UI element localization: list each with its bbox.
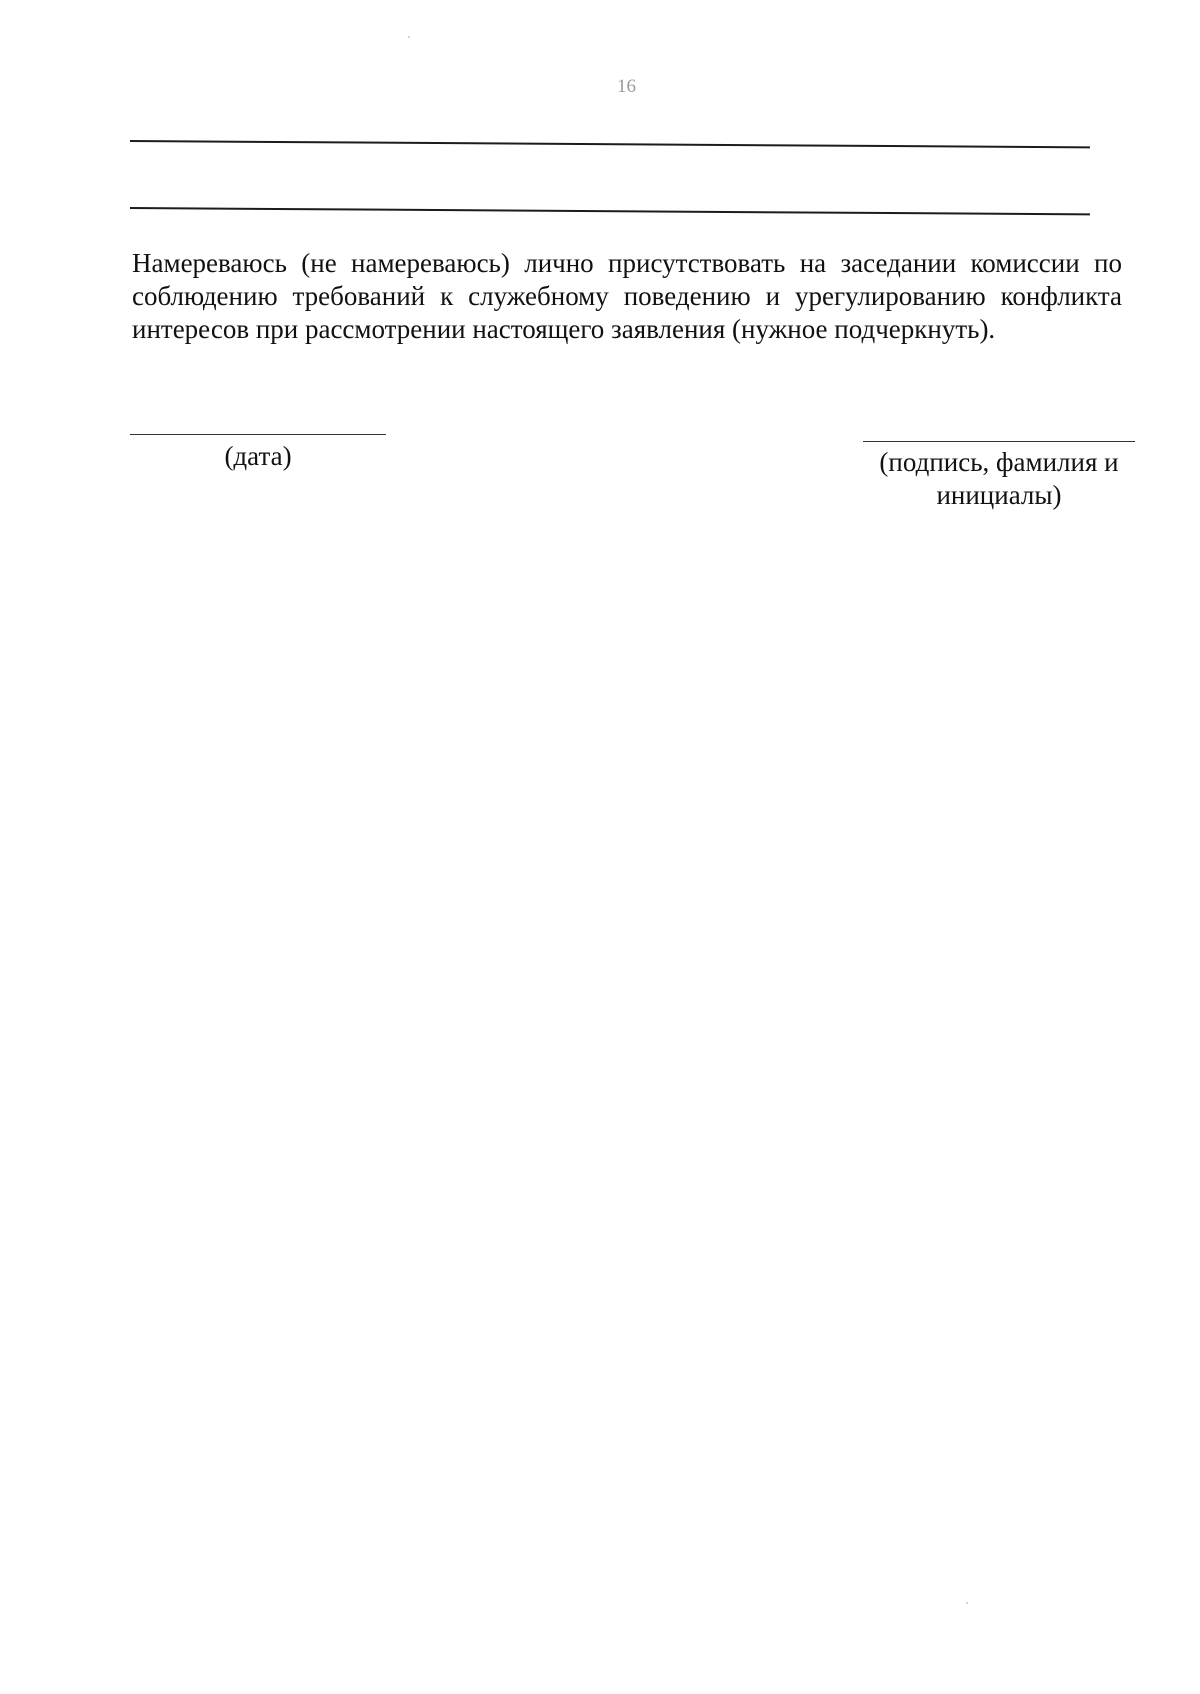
signature-caption-line: инициалы)	[936, 480, 1062, 510]
page-number: 16	[617, 76, 636, 97]
blank-fill-line	[130, 207, 1090, 215]
signature-fill-line	[863, 441, 1135, 442]
signature-caption	[863, 446, 1135, 512]
attendance-statement: Намереваюсь (не намереваюсь) лично присутствовать на заседании комиссии по соблюдению требований к служебному поведению и урегулированию конфликта интересов при рассмотрении настоящего заявления (нужное подчеркнуть).	[132, 248, 1122, 344]
scan-speck	[408, 36, 410, 38]
date-fill-line	[130, 434, 386, 435]
scan-speck	[966, 1602, 968, 1604]
date-caption: (дата)	[224, 441, 292, 471]
signature-caption-line: (подпись, фамилия и	[879, 447, 1119, 477]
blank-fill-line	[130, 140, 1090, 148]
